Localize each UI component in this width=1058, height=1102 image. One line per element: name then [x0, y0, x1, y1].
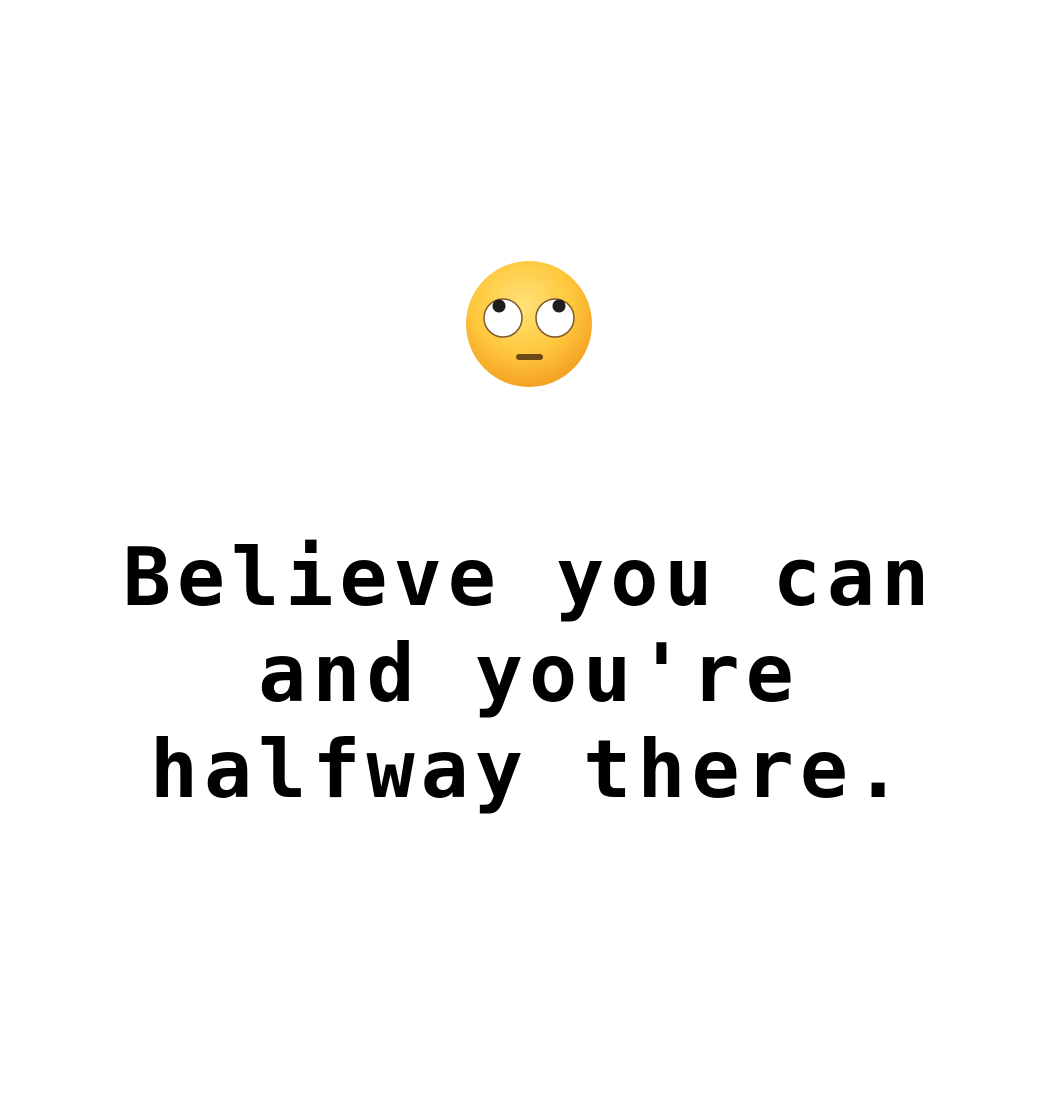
face-with-rolling-eyes-icon — [463, 258, 595, 390]
mouth — [516, 354, 543, 360]
quote-line-1: Believe you can — [122, 531, 936, 624]
quote-text — [0, 530, 1058, 818]
right-pupil — [553, 300, 566, 313]
left-pupil — [493, 300, 506, 313]
quote-line-3: halfway there. — [149, 723, 909, 816]
quote-line-2: and you're — [258, 627, 800, 720]
